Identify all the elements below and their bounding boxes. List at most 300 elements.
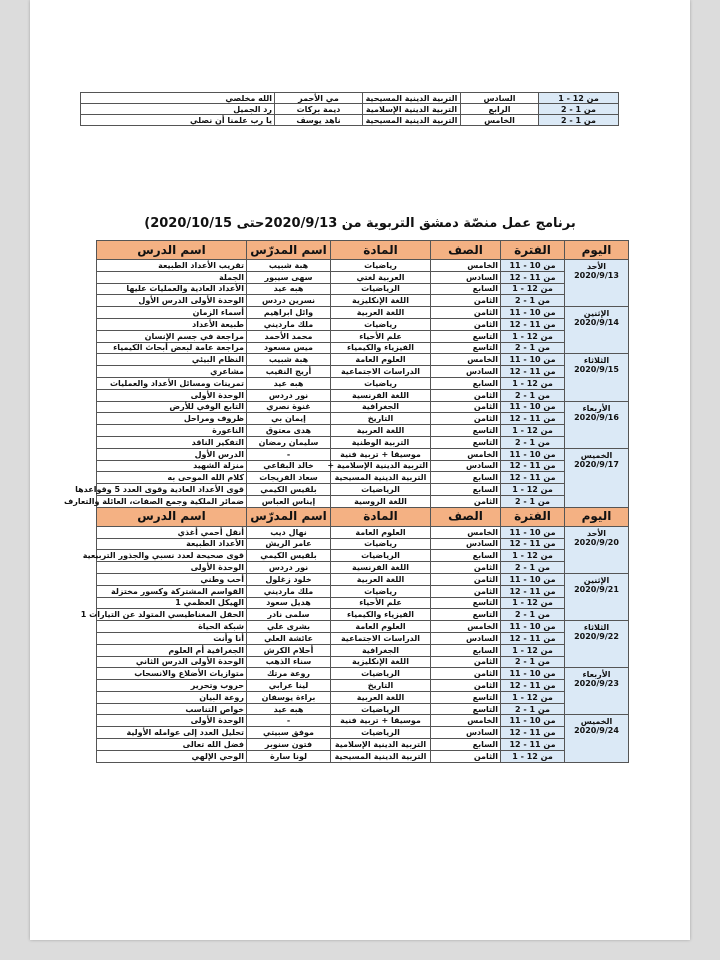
subject-cell: التربية الدينية المسيحية — [363, 115, 461, 126]
header-grade: الصف — [431, 507, 501, 526]
lesson-cell: الوحدة الأولى الدرس الأول — [97, 295, 247, 307]
period-cell: من 1 - 2 — [501, 562, 565, 574]
subject-cell: التربية الدينية الإسلامية + — [331, 460, 431, 472]
period-cell: من 12 - 1 — [501, 550, 565, 562]
header-row — [97, 507, 629, 526]
teacher-cell: إيناس العباس — [247, 495, 331, 507]
subject-cell: الفيزياء والكيمياء — [331, 609, 431, 621]
period-cell: من 10 - 11 — [501, 307, 565, 319]
teacher-cell: إيمان بي — [247, 413, 331, 425]
grade-cell: السابع — [431, 283, 501, 295]
subject-cell: اللغة الإنكليزية — [331, 656, 431, 668]
subject-cell: الرياضيات — [331, 703, 431, 715]
teacher-cell: أريج النقيب — [247, 366, 331, 378]
grade-cell: الثامن — [431, 389, 501, 401]
period-cell: من 10 - 11 — [501, 573, 565, 585]
teacher-cell: ديمة بركات — [275, 104, 363, 115]
grade-cell: الثامن — [431, 585, 501, 597]
subject-cell: اللغة الفرنسية — [331, 389, 431, 401]
period-cell: من 12 - 1 — [501, 750, 565, 762]
period-cell: من 1 - 2 — [539, 104, 619, 115]
grade-cell: السابع — [431, 550, 501, 562]
lesson-cell: أنا وأنت — [97, 632, 247, 644]
table-row — [97, 260, 629, 272]
subject-cell: التربية الدينية المسيحية — [331, 750, 431, 762]
grade-cell: التاسع — [431, 609, 501, 621]
table-row — [97, 621, 629, 633]
subject-cell: اللغة الإنكليزية — [331, 295, 431, 307]
grade-cell: الخامس — [431, 715, 501, 727]
lesson-cell: الوحدة الأولى — [97, 562, 247, 574]
lesson-cell: أنقل أحمي أغذي — [97, 526, 247, 538]
teacher-cell: هبة شبيب — [247, 354, 331, 366]
teacher-cell: موفق سبيتي — [247, 727, 331, 739]
grade-cell: الثامن — [431, 413, 501, 425]
grade-cell: التاسع — [431, 342, 501, 354]
period-cell: من 11 - 12 — [501, 318, 565, 330]
day-date: 2020/9/15 — [574, 365, 619, 375]
subject-cell: الجغرافية — [331, 401, 431, 413]
lesson-cell: متوازيات الأضلاع والانسحاب — [97, 668, 247, 680]
subject-cell: موسيقا + تربية فنية — [331, 715, 431, 727]
lesson-cell: فضل الله تعالى — [97, 739, 247, 751]
period-cell: من 10 - 11 — [501, 621, 565, 633]
day-name: الخميس — [580, 717, 613, 727]
period-cell: من 1 - 2 — [539, 115, 619, 126]
lesson-cell: قوى صحيحة لعدد نسبي والجذور التربيعية — [97, 550, 247, 562]
grade-cell: الثامن — [431, 562, 501, 574]
table-row — [97, 295, 629, 307]
period-cell: من 10 - 11 — [501, 526, 565, 538]
subject-cell: الرياضيات — [331, 550, 431, 562]
schedule-table — [64, 240, 629, 763]
period-cell: من 10 - 11 — [501, 401, 565, 413]
period-cell: من 11 - 12 — [501, 472, 565, 484]
teacher-cell: ميس مسعود — [247, 342, 331, 354]
header-period: الفترة — [501, 241, 565, 260]
header-day: اليوم — [565, 507, 629, 526]
lesson-cell: النظام البيئي — [97, 354, 247, 366]
period-cell: من 12 - 1 — [501, 377, 565, 389]
top-table-row — [81, 93, 619, 104]
table-row — [97, 715, 629, 727]
teacher-cell: عامر الريش — [247, 538, 331, 550]
table-row — [97, 644, 629, 656]
teacher-cell: هدى معتوق — [247, 425, 331, 437]
day-name: الإثنين — [583, 309, 610, 319]
table-row — [97, 307, 629, 319]
grade-cell: التاسع — [431, 703, 501, 715]
lesson-cell: تمرينات ومسائل الأعداد والعمليات — [97, 377, 247, 389]
lesson-cell: روعة البيان — [97, 691, 247, 703]
day-name: الإثنين — [583, 575, 610, 585]
table-row — [97, 562, 629, 574]
teacher-cell: بشرى علي — [247, 621, 331, 633]
teacher-cell: نسرين دردس — [247, 295, 331, 307]
table-row — [97, 573, 629, 585]
grade-cell: السادس — [431, 271, 501, 283]
lesson-cell: الوحدة الأولى الدرس الثاني — [97, 656, 247, 668]
header-teacher: اسم المدرّس — [247, 507, 331, 526]
grade-cell: السادس — [431, 538, 501, 550]
table-row — [97, 377, 629, 389]
period-cell: من 11 - 12 — [501, 727, 565, 739]
teacher-cell: لينا عرابي — [247, 680, 331, 692]
teacher-cell: محمد الأحمد — [247, 330, 331, 342]
header-teacher: اسم المدرّس — [247, 241, 331, 260]
day-date: 2020/9/23 — [574, 679, 619, 689]
period-cell: من 11 - 12 — [501, 680, 565, 692]
teacher-cell: وائل ابراهيم — [247, 307, 331, 319]
subject-cell: رياضيات — [331, 538, 431, 550]
table-row — [97, 750, 629, 762]
grade-cell: التاسع — [431, 425, 501, 437]
lesson-cell: التابع الوفي للأرض — [97, 401, 247, 413]
subject-cell: الجغرافية — [331, 644, 431, 656]
period-cell: من 11 - 12 — [501, 271, 565, 283]
subject-cell: الرياضيات — [331, 283, 431, 295]
table-row — [97, 472, 629, 484]
table-row — [97, 526, 629, 538]
day-date: 2020/9/16 — [574, 412, 619, 422]
grade-cell: الخامس — [431, 621, 501, 633]
grade-cell: الثامن — [431, 750, 501, 762]
table-row — [97, 495, 629, 507]
subject-cell: التاريخ — [331, 413, 431, 425]
table-row — [97, 271, 629, 283]
lesson-cell: رد الجميل — [81, 104, 275, 115]
table-row — [97, 283, 629, 295]
teacher-cell: مي الأحمر — [275, 93, 363, 104]
lesson-cell: يا رب علمنا أن نصلي — [81, 115, 275, 126]
lesson-cell: القواسم المشتركة وكسور مختزلة — [97, 585, 247, 597]
grade-cell: التاسع — [431, 436, 501, 448]
teacher-cell: بلقيس الكيمي — [247, 484, 331, 496]
period-cell: من 12 - 1 — [539, 93, 619, 104]
teacher-cell: سهى سيبور — [247, 271, 331, 283]
lesson-cell: طبيعة الأعداد — [97, 318, 247, 330]
subject-cell: العلوم العامة — [331, 621, 431, 633]
subject-cell: التربية الدينية الإسلامية — [363, 104, 461, 115]
grade-cell: السابع — [431, 377, 501, 389]
subject-cell: الدراسات الاجتماعية — [331, 366, 431, 378]
grade-cell: الثامن — [431, 573, 501, 585]
table-row — [97, 342, 629, 354]
period-cell: من 10 - 11 — [501, 354, 565, 366]
teacher-cell: نهال ديب — [247, 526, 331, 538]
header-subject: المادة — [331, 507, 431, 526]
table-row — [97, 691, 629, 703]
lesson-cell: تقريب الأعداد الطبيعة — [97, 260, 247, 272]
day-date: 2020/9/24 — [574, 726, 619, 736]
subject-cell: الدراسات الاجتماعية — [331, 632, 431, 644]
teacher-cell: نور دردس — [247, 562, 331, 574]
teacher-cell: عائشة العلي — [247, 632, 331, 644]
table-row — [97, 484, 629, 496]
lesson-cell: أحب وطني — [97, 573, 247, 585]
period-cell: من 12 - 1 — [501, 484, 565, 496]
page-title: برنامج عمل منصّة دمشق التربوية من 2020/9/13حتى 2020/10/15) — [144, 216, 576, 231]
subject-cell: اللغة العربية — [331, 691, 431, 703]
lesson-cell: مشاعري — [97, 366, 247, 378]
subject-cell: رياضيات — [331, 377, 431, 389]
teacher-cell: فتون سنوبر — [247, 739, 331, 751]
top-table-row — [81, 104, 619, 115]
day-date: 2020/9/17 — [574, 459, 619, 469]
lesson-cell: الجغرافية أم العلوم — [97, 644, 247, 656]
subject-cell: اللغة العربية — [331, 573, 431, 585]
period-cell: من 1 - 2 — [501, 656, 565, 668]
subject-cell: رياضيات — [331, 585, 431, 597]
period-cell: من 1 - 2 — [501, 495, 565, 507]
period-cell: من 10 - 11 — [501, 715, 565, 727]
table-row — [97, 656, 629, 668]
day-name: الأحد — [586, 262, 607, 271]
subject-cell: اللغة العربية — [331, 425, 431, 437]
grade-cell: التاسع — [431, 597, 501, 609]
day-date: 2020/9/20 — [574, 537, 619, 547]
day-name: الثلاثاء — [583, 623, 610, 633]
table-row — [97, 550, 629, 562]
grade-cell: الخامس — [431, 448, 501, 460]
teacher-cell: خالد البقاعي — [247, 460, 331, 472]
teacher-cell: - — [247, 448, 331, 460]
table-row — [97, 366, 629, 378]
subject-cell: اللغة الروسية — [331, 495, 431, 507]
lesson-cell: الدرس الأول — [97, 448, 247, 460]
subject-cell: العلوم العامة — [331, 354, 431, 366]
grade-cell: السابع — [431, 644, 501, 656]
subject-cell: رياضيات — [331, 318, 431, 330]
table-row — [97, 727, 629, 739]
subject-cell: العربية لغتي — [331, 271, 431, 283]
table-row — [97, 401, 629, 413]
teacher-cell: لونا سارة — [247, 750, 331, 762]
subject-cell: التربية الوطنية — [331, 436, 431, 448]
teacher-cell: خلود زغلول — [247, 573, 331, 585]
table-row — [97, 632, 629, 644]
teacher-cell: سلمى نادر — [247, 609, 331, 621]
table-row — [97, 436, 629, 448]
period-cell: من 11 - 12 — [501, 632, 565, 644]
period-cell: من 10 - 11 — [501, 260, 565, 272]
lesson-cell: الوحدة الأولى — [97, 715, 247, 727]
lesson-cell: الحقل المغناطيسي المتولد عن التيارات 1 — [97, 609, 247, 621]
header-row — [97, 241, 629, 260]
day-cell — [565, 354, 629, 401]
table-row — [97, 538, 629, 550]
subject-cell: الرياضيات — [331, 727, 431, 739]
lesson-cell: الجملة — [97, 271, 247, 283]
subject-cell: الرياضيات — [331, 484, 431, 496]
teacher-cell: - — [247, 715, 331, 727]
period-cell: من 12 - 1 — [501, 330, 565, 342]
teacher-cell: سعاد الفريجات — [247, 472, 331, 484]
period-cell: من 10 - 11 — [501, 448, 565, 460]
teacher-cell: سليمان رمضان — [247, 436, 331, 448]
table-row — [97, 703, 629, 715]
table-row — [97, 425, 629, 437]
grade-cell: الثامن — [431, 401, 501, 413]
day-cell — [565, 573, 629, 620]
lesson-cell: الهيكل العظمي 1 — [97, 597, 247, 609]
teacher-cell: غنوة نصري — [247, 401, 331, 413]
table-row — [97, 318, 629, 330]
subject-cell: التربية الدينية المسيحية — [331, 472, 431, 484]
teacher-cell: نور دردس — [247, 389, 331, 401]
top-schedule-table — [80, 92, 619, 126]
lesson-cell: أسماء الزمان — [97, 307, 247, 319]
lesson-cell: حروب وتحرير — [97, 680, 247, 692]
period-cell: من 1 - 2 — [501, 295, 565, 307]
lesson-cell: الوحي الإلهي — [97, 750, 247, 762]
header-day: اليوم — [565, 241, 629, 260]
header-subject: المادة — [331, 241, 431, 260]
subject-cell: اللغة العربية — [331, 307, 431, 319]
lesson-cell: ضمائر الملكية وجمع الصفات، العائلة والتعارف — [97, 495, 247, 507]
lesson-cell: ظروف ومراحل — [97, 413, 247, 425]
grade-cell: السابع — [431, 484, 501, 496]
lesson-cell: شبكة الحياة — [97, 621, 247, 633]
lesson-cell: الأعداد العادية والعمليات عليها — [97, 283, 247, 295]
teacher-cell: ملك مارديني — [247, 318, 331, 330]
table-row — [97, 330, 629, 342]
day-name: الخميس — [580, 450, 613, 460]
table-row — [97, 609, 629, 621]
day-cell — [565, 668, 629, 715]
teacher-cell: هبه عيد — [247, 703, 331, 715]
period-cell: من 12 - 1 — [501, 691, 565, 703]
lesson-cell: الناعورة — [97, 425, 247, 437]
grade-cell: الثامن — [431, 295, 501, 307]
period-cell: من 11 - 12 — [501, 460, 565, 472]
subject-cell: التربية الدينية الإسلامية — [331, 739, 431, 751]
lesson-cell: خواص التناسب — [97, 703, 247, 715]
day-cell — [565, 621, 629, 668]
subject-cell: الفيزياء والكيمياء — [331, 342, 431, 354]
grade-cell: الثامن — [431, 495, 501, 507]
subject-cell: التاريخ — [331, 680, 431, 692]
teacher-cell: هبه عيد — [247, 283, 331, 295]
teacher-cell: هبه عيد — [247, 377, 331, 389]
grade-cell: الثامن — [431, 680, 501, 692]
day-cell — [565, 307, 629, 354]
lesson-cell: كلام الله الموحى به — [97, 472, 247, 484]
subject-cell: موسيقا + تربية فنية — [331, 448, 431, 460]
day-cell — [565, 401, 629, 448]
period-cell: من 11 - 12 — [501, 585, 565, 597]
grade-cell: الخامس — [431, 354, 501, 366]
period-cell: من 11 - 12 — [501, 739, 565, 751]
period-cell: من 10 - 11 — [501, 668, 565, 680]
teacher-cell: أحلام الكرش — [247, 644, 331, 656]
day-name: الأربعاء — [582, 403, 611, 413]
header-lesson: اسم الدرس — [97, 241, 247, 260]
lesson-cell: مراجعة في جسم الإنسان — [97, 330, 247, 342]
grade-cell: السادس — [461, 93, 539, 104]
grade-cell: التاسع — [431, 691, 501, 703]
lesson-cell: الأعداد الطبيعة — [97, 538, 247, 550]
teacher-cell: هديل سعود — [247, 597, 331, 609]
document-page — [30, 0, 690, 940]
lesson-cell: الوحدة الأولى — [97, 389, 247, 401]
day-name: الأربعاء — [582, 670, 611, 680]
day-cell — [565, 715, 629, 762]
top-table-row — [81, 115, 619, 126]
grade-cell: الخامس — [431, 260, 501, 272]
table-row — [97, 668, 629, 680]
subject-cell: التربية الدينية المسيحية — [363, 93, 461, 104]
lesson-cell: مراجعة عامة لبعض أبحاث الكيمياء — [97, 342, 247, 354]
lesson-cell: قوى الأعداد العادية وقوى العدد 5 وقواعدها — [97, 484, 247, 496]
grade-cell: السادس — [431, 727, 501, 739]
teacher-cell: ملك مارديني — [247, 585, 331, 597]
grade-cell: السابع — [431, 472, 501, 484]
period-cell: من 1 - 2 — [501, 436, 565, 448]
grade-cell: السادس — [431, 366, 501, 378]
grade-cell: السابع — [431, 739, 501, 751]
teacher-cell: هبة شبيب — [247, 260, 331, 272]
day-cell — [565, 260, 629, 307]
subject-cell: علم الأحياء — [331, 330, 431, 342]
period-cell: من 1 - 2 — [501, 703, 565, 715]
teacher-cell: براءة يوسفان — [247, 691, 331, 703]
teacher-cell: ناهد يوسف — [275, 115, 363, 126]
lesson-cell: التفكير الناقد — [97, 436, 247, 448]
grade-cell: الرابع — [461, 104, 539, 115]
grade-cell: التاسع — [431, 330, 501, 342]
period-cell: من 12 - 1 — [501, 425, 565, 437]
day-name: الثلاثاء — [583, 356, 610, 366]
teacher-cell: بلقيس الكيمي — [247, 550, 331, 562]
grade-cell: الثامن — [431, 307, 501, 319]
grade-cell: الثامن — [431, 656, 501, 668]
lesson-cell: الله مخلصي — [81, 93, 275, 104]
lesson-cell: تحليل العدد إلى عوامله الأولية — [97, 727, 247, 739]
subject-cell: اللغة الفرنسية — [331, 562, 431, 574]
period-cell: من 11 - 12 — [501, 366, 565, 378]
period-cell: من 11 - 12 — [501, 413, 565, 425]
period-cell: من 12 - 1 — [501, 597, 565, 609]
header-period: الفترة — [501, 507, 565, 526]
table-row — [97, 389, 629, 401]
teacher-cell: سناء الذهب — [247, 656, 331, 668]
header-lesson: اسم الدرس — [97, 507, 247, 526]
period-cell: من 1 - 2 — [501, 389, 565, 401]
grade-cell: الثامن — [431, 318, 501, 330]
grade-cell: الثامن — [431, 668, 501, 680]
table-row — [97, 448, 629, 460]
day-cell — [565, 448, 629, 507]
teacher-cell: روعة مرتك — [247, 668, 331, 680]
subject-cell: العلوم العامة — [331, 526, 431, 538]
table-row — [97, 739, 629, 751]
day-name: الأحد — [586, 528, 607, 538]
subject-cell: علم الأحياء — [331, 597, 431, 609]
period-cell: من 1 - 2 — [501, 342, 565, 354]
subject-cell: رياضيات — [331, 260, 431, 272]
subject-cell: الرياضيات — [331, 668, 431, 680]
table-row — [97, 680, 629, 692]
table-row — [97, 413, 629, 425]
day-date: 2020/9/13 — [574, 271, 619, 280]
day-date: 2020/9/21 — [574, 584, 619, 594]
day-date: 2020/9/22 — [574, 632, 619, 642]
day-cell — [565, 526, 629, 573]
grade-cell: الخامس — [431, 526, 501, 538]
grade-cell: السادس — [431, 632, 501, 644]
table-row — [97, 597, 629, 609]
